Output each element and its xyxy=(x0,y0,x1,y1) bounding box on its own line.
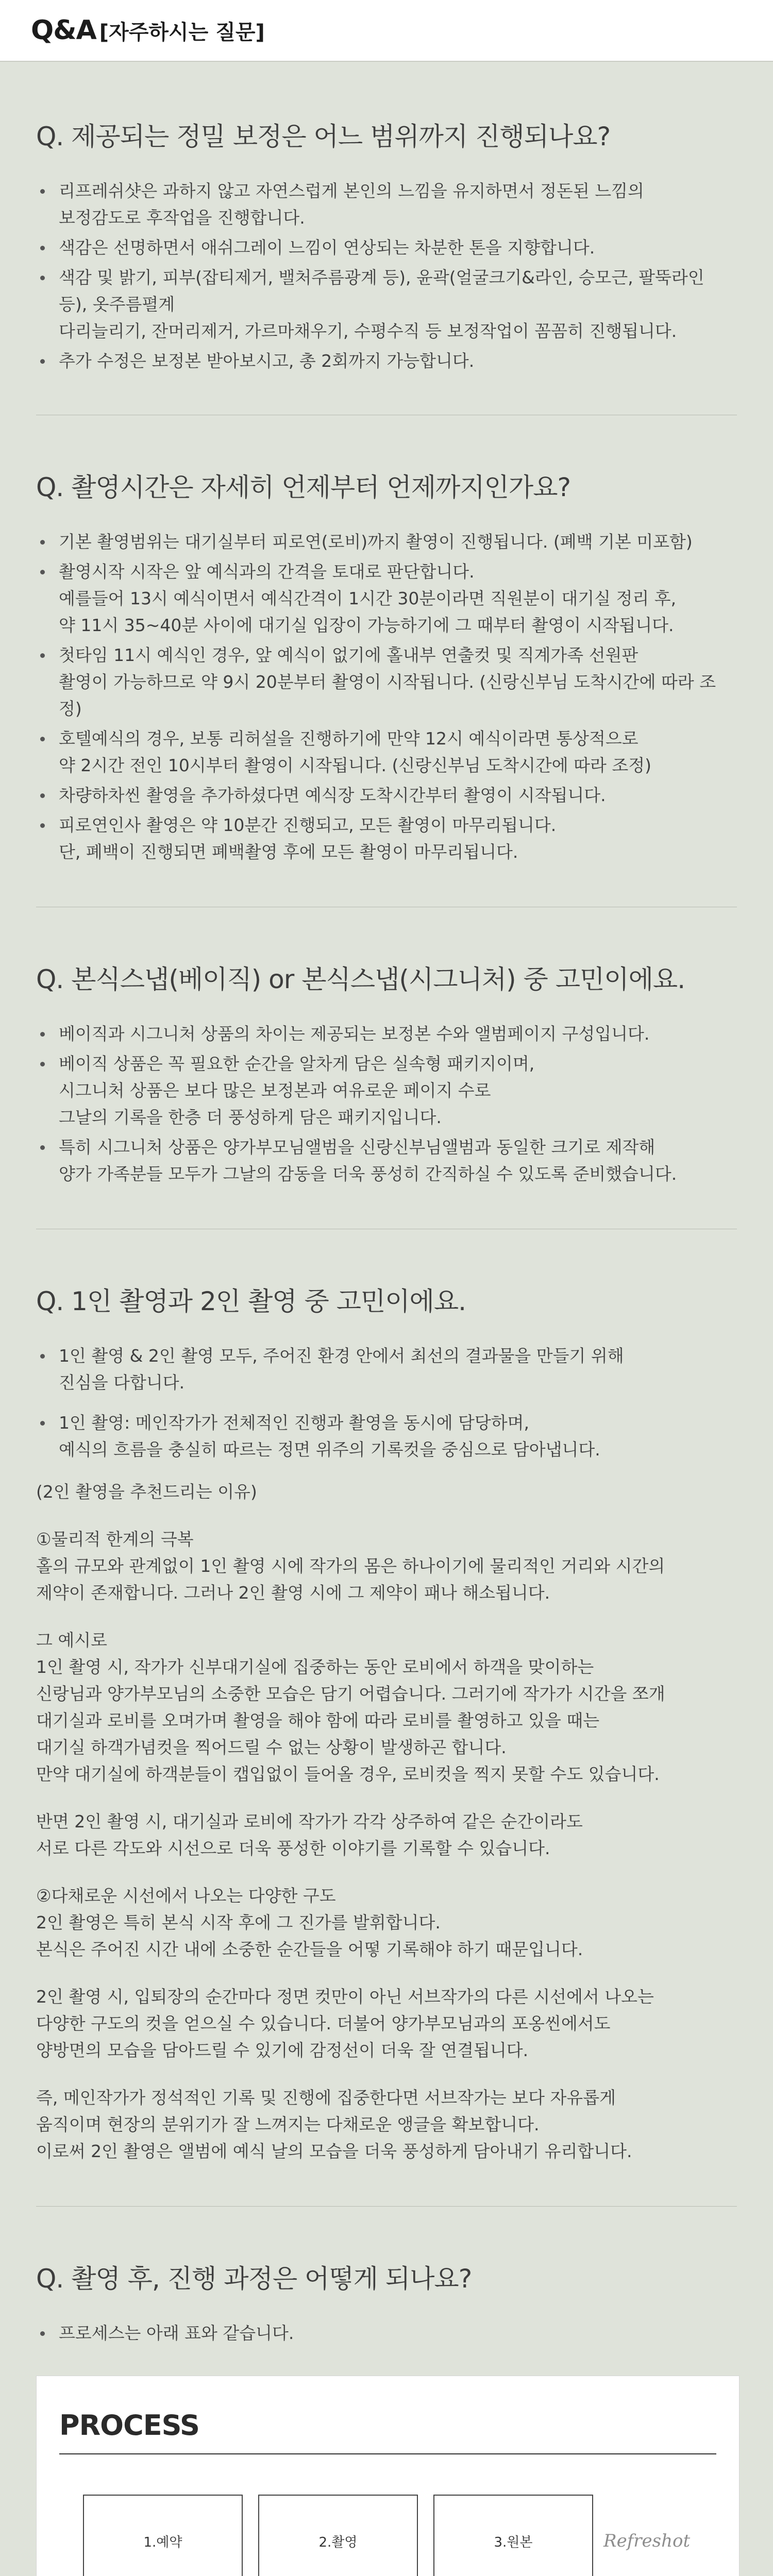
list-item: 1인 촬영: 메인작가가 전체적인 진행과 촬영을 동시에 담당하며, 예식의 흐름을 충실히 따르는 정면 위주의 기록컷을 중심으로 담아냅니다. xyxy=(36,1410,737,1463)
step-label: 2.촬영 xyxy=(258,2495,418,2576)
faq-list xyxy=(0,62,773,2576)
step-label: 3.원본 xyxy=(433,2495,593,2576)
list-item: 기본 촬영범위는 대기실부터 피로연(로비)까지 촬영이 진행됩니다. (폐백 기본 미포함) xyxy=(36,529,737,555)
faq-answer-list xyxy=(36,1021,737,1188)
list-item: 프로세스는 아래 표와 같습니다. xyxy=(36,2320,737,2347)
list-item: 베이직 상품은 꼭 필요한 순간을 알차게 담은 실속형 패키지이며, 시그니처 상품은 보다 많은 보정본과 여유로운 페이지 수로 그날의 기록을 한층 더 풍성하게 담은 패키지입니다. xyxy=(36,1050,737,1131)
list-item: 피로연인사 촬영은 약 10분간 진행되고, 모든 촬영이 마무리됩니다. 단, 폐백이 진행되면 폐백촬영 후에 모든 촬영이 마무리됩니다. xyxy=(36,812,737,866)
paragraph: 반면 2인 촬영 시, 대기실과 로비에 작가가 각각 상주하여 같은 순간이라도 서로 다른 각도와 시선으로 더욱 풍성한 이야기를 기록할 수 있습니다. xyxy=(36,1811,583,1858)
process-step-reservation xyxy=(83,2495,243,2576)
page-title: Q&A xyxy=(31,15,96,46)
faq-section-schedule xyxy=(0,415,773,866)
list-item: 촬영시작 시작은 앞 예식과의 간격을 토대로 판단합니다. 예를들어 13시 예식이면서 예식간격이 1시간 30분이라면 직원분이 대기실 정리 후, 약 11시 35~40분 사이에 대기실 입장이 가능하기에 그 때부터 촬영이 시작됩니다. xyxy=(36,558,737,639)
faq-question: Q. 촬영시간은 자세히 언제부터 언제까지인가요? xyxy=(36,472,571,502)
faq-question: Q. 제공되는 정밀 보정은 어느 범위까지 진행되나요? xyxy=(36,122,611,151)
faq-section-correction xyxy=(0,62,773,375)
faq-question: Q. 1인 촬영과 2인 촬영 중 고민이에요. xyxy=(36,1286,466,1316)
faq-section-photographers xyxy=(0,1229,773,2165)
process-diagram xyxy=(36,2376,740,2576)
faq-question: Q. 본식스냅(베이직) or 본식스냅(시그니처) 중 고민이에요. xyxy=(36,964,685,994)
brand-logo: Refreshot xyxy=(603,2531,691,2551)
paragraph: ①물리적 한계의 극복 홀의 규모와 관계없이 1인 촬영 시에 작가의 몸은 하나이기에 물리적인 거리와 시간의 제약이 존재합니다. 그러나 2인 촬영 시에 그 제약이 패나 해소됩니다. xyxy=(36,1529,665,1603)
list-item: 리프레쉬샷은 과하지 않고 자연스럽게 본인의 느낌을 유지하면서 정돈된 느낌의 보정감도로 후작업을 진행합니다. xyxy=(36,178,737,231)
faq-answer-list xyxy=(36,2320,737,2347)
list-item: 호텔예식의 경우, 보통 리허설을 진행하기에 만약 12시 예식이라면 통상적으로 약 2시간 전인 10시부터 촬영이 시작됩니다. (신랑신부님 도착시간에 따라 조정) xyxy=(36,725,737,779)
faq-section-process xyxy=(0,2207,773,2576)
process-title: PROCESS xyxy=(59,2409,199,2442)
faq-answer-list xyxy=(36,529,737,866)
page-subtitle: [자주하시는 질문] xyxy=(99,20,265,44)
process-step-originals xyxy=(433,2495,593,2576)
list-item: 색감 및 밝기, 피부(잡티제거, 밸처주름광계 등), 윤곽(얼굴크기&라인, 승모근, 팔뚝라인 등), 옷주름펼계 다리늘리기, 잔머리제거, 가르마채우기, 수평수직 등 보정작업이 꼼꼼히 진행됩니다. xyxy=(36,264,737,345)
list-item: 베이직과 시그니처 상품의 차이는 제공되는 보정본 수와 앨범페이지 구성입니다. xyxy=(36,1021,737,1047)
list-item: 1인 촬영 & 2인 촬영 모두, 주어진 환경 안에서 최선의 결과물을 만들기 위해 진심을 다합니다. xyxy=(36,1343,737,1396)
page-header xyxy=(0,0,773,62)
list-item: 색감은 선명하면서 애쉬그레이 느낌이 연상되는 차분한 톤을 지향합니다. xyxy=(36,234,737,261)
paragraph: ②다채로운 시선에서 나오는 다양한 구도 2인 촬영은 특히 본식 시작 후에 그 진가를 발휘합니다. 본식은 주어진 시간 내에 소중한 순간들을 어떻 기록해야 하기 때문입니다. xyxy=(36,1886,583,1959)
process-title-rule xyxy=(59,2453,716,2454)
list-item: 첫타임 11시 예식인 경우, 앞 예식이 없기에 홀내부 연출컷 및 직계가족 선원판 촬영이 가능하므로 약 9시 20분부터 촬영이 시작됩니다. (신랑신부님 도착시간에 따라 조정) xyxy=(36,642,737,722)
step-label: 1.예약 xyxy=(83,2495,243,2576)
paragraph: 즉, 메인작가가 정석적인 기록 및 진행에 집중한다면 서브작가는 보다 자유롭게 움직이며 현장의 분위기가 잘 느껴지는 다채로운 앵글을 확보합니다. 이로써 2인 촬영은 앨범에 예식 날의 모습을 더욱 풍성하게 담아내기 유리합니다. xyxy=(36,2088,632,2161)
paragraph: (2인 촬영을 추천드리는 이유) xyxy=(36,1482,257,1502)
process-step-shooting xyxy=(258,2495,418,2576)
paragraph: 2인 촬영 시, 입퇴장의 순간마다 정면 컷만이 아닌 서브작가의 다른 시선에서 나오는 다양한 구도의 컷을 얻으실 수 있습니다. 더불어 양가부모님과의 포옹씬에서도 양방면의 모습을 담아드릴 수 있기에 감정선이 더욱 잘 연결됩니다. xyxy=(36,1987,654,2060)
list-item: 특히 시그니처 상품은 양가부모님앨범을 신랑신부님앨범과 동일한 크기로 제작해 양가 가족분들 모두가 그날의 감동을 더욱 풍성히 간직하실 수 있도록 준비했습니다. xyxy=(36,1134,737,1188)
paragraph: 그 예시로 1인 촬영 시, 작가가 신부대기실에 집중하는 동안 로비에서 하객을 맞이하는 신랑님과 양가부모님의 소중한 모습은 담기 어렵습니다. 그러기에 작가가 시간을 쪼개 대기실과 로비를 오며가며 촬영을 해야 함에 따라 로비를 촬영하고 있을 때는 대기실 하객가념컷을 찍어드릴 수 없는 상황이 발생하곤 합니다. 만약 대기실에 하객분들이 캡입없이 들어올 경우, 로비컷을 찍지 못할 수도 있습니다. xyxy=(36,1630,665,1784)
list-item: 차량하차씬 촬영을 추가하셨다면 예식장 도착시간부터 촬영이 시작됩니다. xyxy=(36,782,737,809)
faq-answer-list xyxy=(36,1343,737,1463)
faq-section-package xyxy=(0,907,773,1188)
faq-answer-list xyxy=(36,178,737,375)
list-item: 추가 수정은 보정본 받아보시고, 총 2회까지 가능합니다. xyxy=(36,348,737,375)
faq-question: Q. 촬영 후, 진행 과정은 어떻게 되나요? xyxy=(36,2264,472,2294)
